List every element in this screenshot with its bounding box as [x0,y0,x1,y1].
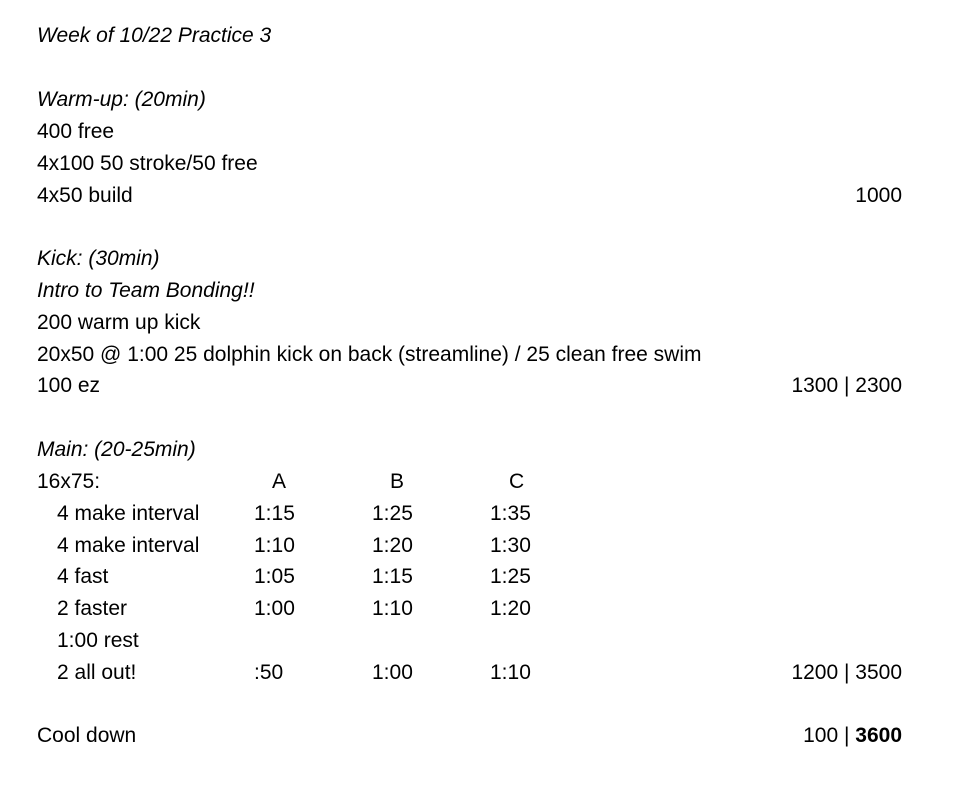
interval-c: 1:35 [490,502,531,525]
warmup-total: 1000 [855,184,902,207]
row-label: 1:00 rest [57,629,139,652]
document-title: Week of 10/22 Practice 3 [37,24,272,47]
warmup-line: 4x50 build [37,184,133,207]
row-label: 2 all out! [57,661,137,684]
interval-a: 1:05 [254,565,295,588]
kick-note: Intro to Team Bonding!! [37,279,255,302]
row-label: 4 make interval [57,502,200,525]
interval-c: 1:30 [490,534,531,557]
grand-total: 3600 [855,724,902,747]
interval-b: 1:15 [372,565,413,588]
interval-b: 1:25 [372,502,413,525]
main-set-label: 16x75: [37,470,101,493]
interval-b: 1:20 [372,534,413,557]
row-label: 4 make interval [57,534,200,557]
interval-c: 1:20 [490,597,531,620]
interval-c: 1:10 [490,661,531,684]
warmup-line: 400 free [37,120,115,143]
interval-c: 1:25 [490,565,531,588]
interval-a: 1:10 [254,534,295,557]
interval-b: 1:00 [372,661,413,684]
interval-a: 1:15 [254,502,295,525]
kick-line: 20x50 @ 1:00 25 dolphin kick on back (streamline) / 25 clean free swim [37,343,702,366]
cooldown-total [803,725,902,746]
interval-b: 1:10 [372,597,413,620]
column-header-b: B [390,470,405,493]
row-label: 4 fast [57,565,109,588]
kick-line: 200 warm up kick [37,311,201,334]
kick-heading: Kick: (30min) [37,247,160,270]
row-label: 2 faster [57,597,128,620]
main-total: 1200 | 3500 [791,661,902,684]
cooldown-total-prefix: 100 | [803,724,856,747]
interval-a: 1:00 [254,597,295,620]
cooldown-label: Cool down [37,724,137,747]
kick-total: 1300 | 2300 [791,374,902,397]
warmup-heading: Warm-up: (20min) [37,88,206,111]
column-header-a: A [272,470,287,493]
main-heading: Main: (20-25min) [37,438,196,461]
interval-a: :50 [254,661,284,684]
warmup-line: 4x100 50 stroke/50 free [37,152,258,175]
column-header-c: C [509,470,525,493]
kick-line: 100 ez [37,374,101,397]
